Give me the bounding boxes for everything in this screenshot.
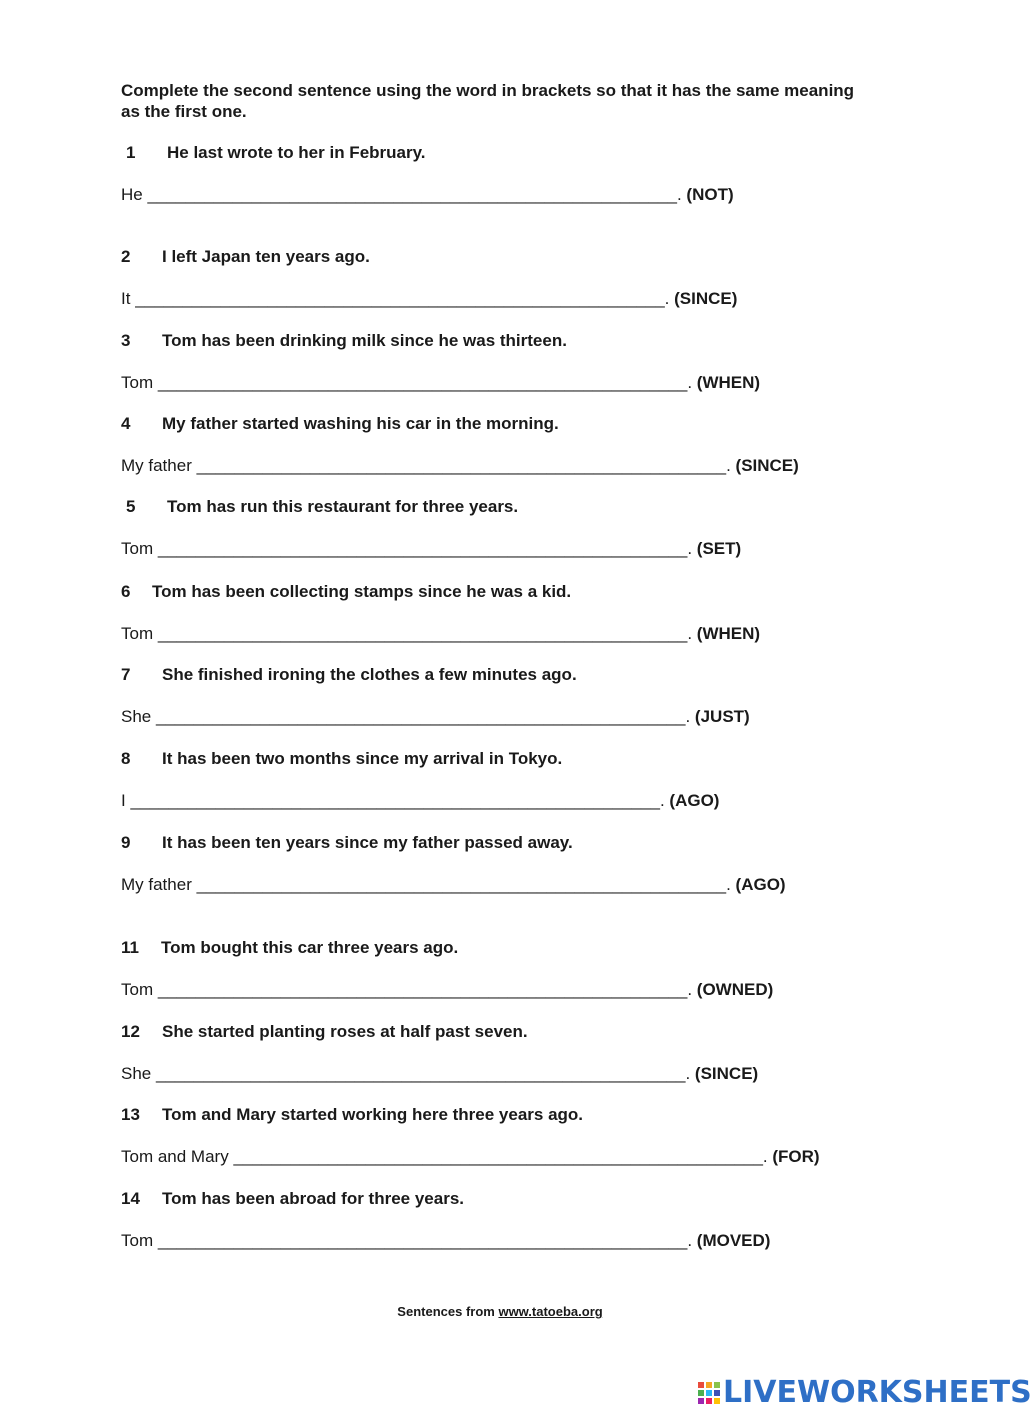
sentence-start: Tom [121, 624, 154, 643]
answer-line: It ________________________________________________________. (SINCE) [121, 289, 738, 308]
answer-line: I ________________________________________________________. (AGO) [121, 791, 720, 810]
question-sentence [121, 832, 573, 854]
exercise-item-14 [121, 1188, 861, 1248]
question-sentence [121, 330, 567, 352]
question-sentence [121, 1104, 583, 1126]
question-sentence [121, 246, 370, 268]
answer-blank[interactable]: ________________________________________________________ [157, 624, 688, 643]
sentence-text: She finished ironing the clothes a few minutes ago. [162, 665, 577, 684]
footer-credit [0, 1304, 1000, 1319]
sentence-text: She started planting roses at half past seven. [162, 1022, 528, 1041]
exercise-item-9 [121, 832, 861, 892]
answer-blank[interactable]: ________________________________________________________ [157, 980, 688, 999]
keyword: (AGO) [735, 875, 786, 894]
sentence-start: He [121, 185, 143, 204]
keyword: (WHEN) [696, 373, 761, 392]
answer-blank[interactable]: ________________________________________________________ [135, 289, 665, 308]
sentence-text: Tom has run this restaurant for three years. [167, 497, 519, 516]
keyword: (NOT) [686, 185, 734, 204]
item-number: 12 [121, 1022, 140, 1041]
sentence-start: Tom [121, 980, 154, 999]
keyword: (SINCE) [735, 456, 799, 475]
answer-line: My father ________________________________________________________. (SINCE) [121, 456, 799, 475]
answer-line: Tom ________________________________________________________. (OWNED) [121, 980, 774, 999]
keyword: (AGO) [669, 791, 720, 810]
item-number: 1 [126, 143, 136, 162]
answer-line: Tom ________________________________________________________. (SET) [121, 539, 742, 558]
answer-blank[interactable]: ________________________________________________________ [155, 1064, 686, 1083]
answer-blank[interactable]: ________________________________________________________ [196, 456, 727, 475]
item-number: 4 [121, 414, 131, 433]
sentence-start: Tom [121, 1231, 154, 1250]
sentence-start: My father [121, 456, 192, 475]
exercise-item-11 [121, 937, 861, 997]
instructions: Complete the second sentence using the word in brackets so that it has the same meaning as the first one. [121, 81, 855, 121]
exercise-item-3 [121, 330, 861, 390]
question-sentence [121, 937, 458, 959]
footer-prefix: Sentences from [397, 1304, 499, 1319]
sentence-text: Tom bought this car three years ago. [161, 938, 459, 957]
keyword: (WHEN) [696, 624, 761, 643]
item-number: 6 [121, 582, 131, 601]
tatoeba-link[interactable]: www.tatoeba.org [498, 1304, 603, 1319]
answer-blank[interactable]: ________________________________________________________ [233, 1147, 763, 1166]
sentence-text: Tom has been collecting stamps since he was a kid. [152, 582, 572, 601]
item-number: 9 [121, 833, 131, 852]
keyword: (MOVED) [696, 1231, 771, 1250]
sentence-start: Tom [121, 373, 154, 392]
brand-name: LIVEWORKSHEETS [723, 1375, 1032, 1410]
answer-blank[interactable]: ________________________________________________________ [157, 1231, 688, 1250]
answer-blank[interactable]: ________________________________________________________ [130, 791, 660, 810]
exercise-item-4 [121, 413, 861, 473]
keyword: (OWNED) [696, 980, 774, 999]
sentence-start: She [121, 1064, 152, 1083]
question-sentence [121, 1188, 464, 1210]
item-number: 3 [121, 331, 131, 350]
exercise-item-12 [121, 1021, 861, 1081]
question-sentence [121, 1021, 528, 1043]
sentence-text: Tom has been drinking milk since he was thirteen. [162, 331, 567, 350]
question-sentence [121, 664, 577, 686]
answer-blank[interactable]: ________________________________________________________ [196, 875, 727, 894]
sentence-text: It has been two months since my arrival in Tokyo. [162, 749, 563, 768]
sentence-text: I left Japan ten years ago. [162, 247, 370, 266]
keyword: (JUST) [694, 707, 750, 726]
answer-line: Tom ________________________________________________________. (WHEN) [121, 373, 761, 392]
item-number: 2 [121, 247, 131, 266]
answer-blank[interactable]: ________________________________________________________ [157, 539, 688, 558]
answer-blank[interactable]: ________________________________________________________ [157, 373, 688, 392]
keyword: (SINCE) [674, 289, 738, 308]
item-number: 14 [121, 1189, 140, 1208]
exercise-item-7 [121, 664, 861, 724]
question-sentence [121, 413, 559, 435]
answer-line: Tom ________________________________________________________. (MOVED) [121, 1231, 771, 1250]
liveworksheets-logo[interactable] [697, 1376, 1032, 1410]
exercise-item-8 [121, 748, 861, 808]
exercise-item-2 [121, 246, 861, 306]
item-number: 7 [121, 665, 131, 684]
question-sentence [121, 581, 571, 603]
sentence-start: It [121, 289, 131, 308]
answer-line: My father ________________________________________________________. (AGO) [121, 875, 786, 894]
question-sentence [121, 748, 562, 770]
sentence-start: She [121, 707, 152, 726]
item-number: 8 [121, 749, 131, 768]
answer-line: He ________________________________________________________. (NOT) [121, 185, 734, 204]
keyword: (SINCE) [694, 1064, 759, 1083]
keyword: (SET) [696, 539, 742, 558]
exercise-item-5 [121, 496, 861, 556]
answer-line: Tom ________________________________________________________. (WHEN) [121, 624, 761, 643]
question-sentence [126, 496, 518, 518]
sentence-text: Tom and Mary started working here three years ago. [162, 1105, 584, 1124]
sentence-text: Tom has been abroad for three years. [162, 1189, 464, 1208]
answer-blank[interactable]: ________________________________________________________ [155, 707, 686, 726]
sentence-start: I [121, 791, 126, 810]
item-number: 13 [121, 1105, 140, 1124]
answer-blank[interactable]: ________________________________________________________ [147, 185, 677, 204]
sentence-start: Tom [121, 539, 154, 558]
exercise-item-1 [121, 142, 861, 202]
exercise-item-6 [121, 581, 861, 641]
answer-line: She ________________________________________________________. (JUST) [121, 707, 750, 726]
answer-line: She ________________________________________________________. (SINCE) [121, 1064, 759, 1083]
question-sentence [126, 142, 426, 164]
answer-line: Tom and Mary ________________________________________________________. (FOR) [121, 1147, 820, 1166]
keyword: (FOR) [772, 1147, 820, 1166]
liveworksheets-icon [697, 1381, 721, 1405]
sentence-text: He last wrote to her in February. [167, 143, 426, 162]
exercise-item-13 [121, 1104, 861, 1164]
sentence-text: My father started washing his car in the morning. [162, 414, 559, 433]
sentence-text: It has been ten years since my father passed away. [162, 833, 573, 852]
sentence-start: Tom and Mary [121, 1147, 229, 1166]
item-number: 11 [121, 938, 139, 957]
sentence-start: My father [121, 875, 192, 894]
item-number: 5 [126, 497, 136, 516]
